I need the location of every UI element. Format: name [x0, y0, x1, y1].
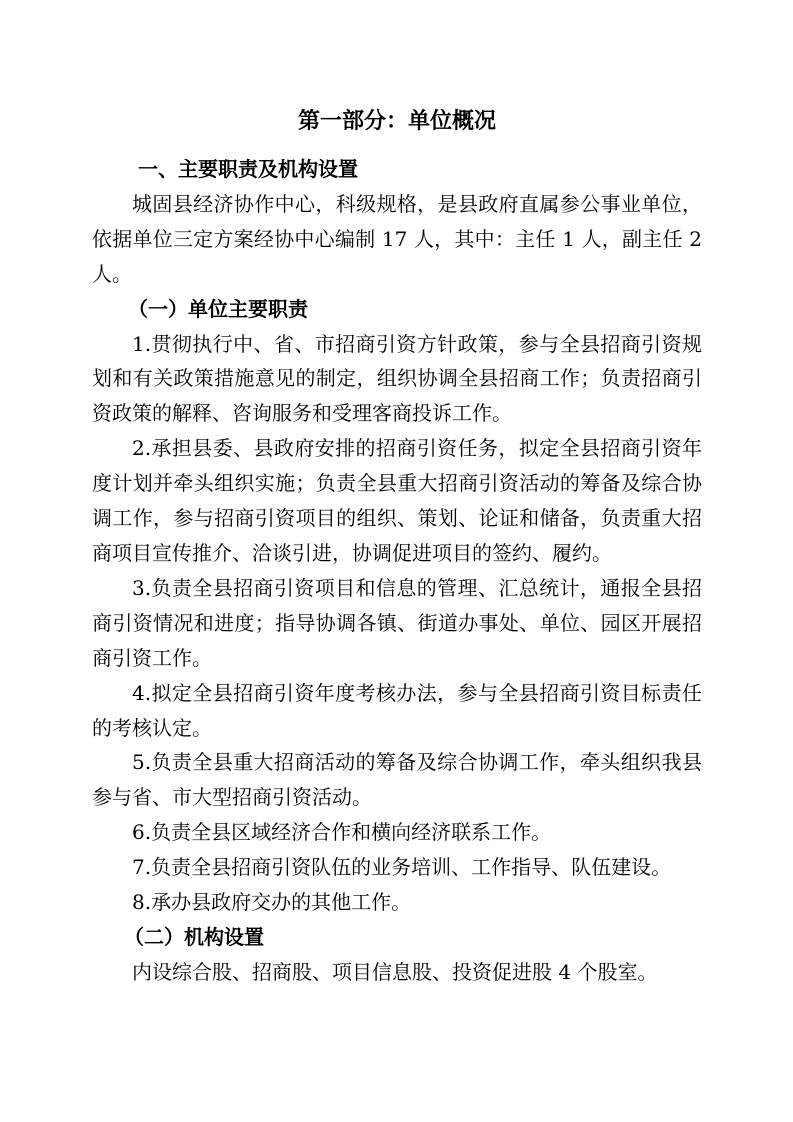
document-page: [92, 0, 702, 1122]
duty-item-2: 2.承担县委、县政府安排的招商引资任务，拟定全县招商引资年度计划并牵头组织实施；负责全县重大招商引资活动的筹备及综合协调工作，参与招商引资项目的组织、策划、论证和储备，负责重大招商项目宣传推介、洽谈引进，协调促进项目的签约、履约。: [92, 436, 702, 565]
section-heading-duties-and-structure: 一、主要职责及机构设置: [138, 157, 358, 181]
document-body: [92, 152, 702, 990]
duty-item-8: 8.承办县政府交办的其他工作。: [132, 890, 412, 915]
duty-item-6: 6.负责全县区域经济合作和横向经济联系工作。: [132, 820, 552, 845]
page-title: 第一部分：单位概况: [297, 109, 496, 134]
duty-item-5: 5.负责全县重大招商活动的筹备及综合协调工作，牵头组织我县参与省、市大型招商引资活动。: [92, 750, 702, 810]
intro-paragraph: 城固县经济协作中心，科级规格，是县政府直属参公事业单位，依据单位三定方案经协中心编制 17 人，其中：主任 1 人，副主任 2 人。: [92, 191, 702, 286]
duty-item-3: 3.负责全县招商引资项目和信息的管理、汇总统计，通报全县招商引资情况和进度；指导协调各镇、街道办事处、单位、园区开展招商引资工作。: [92, 575, 702, 670]
duty-item-7: 7.负责全县招商引资队伍的业务培训、工作指导、队伍建设。: [132, 855, 672, 880]
duty-item-4: 4.拟定全县招商引资年度考核办法，参与全县招商引资目标责任的考核认定。: [92, 680, 702, 740]
org-structure-paragraph: 内设综合股、招商股、项目信息股、投资促进股 4 个股室。: [132, 959, 658, 984]
subsection-heading-main-duties: （一）单位主要职责: [128, 296, 308, 321]
duty-item-1: 1.贯彻执行中、省、市招商引资方针政策，参与全县招商引资规划和有关政策措施意见的制定，组织协调全县招商工作；负责招商引资政策的解释、咨询服务和受理客商投诉工作。: [92, 331, 702, 426]
subsection-heading-org-structure: （二）机构设置: [124, 924, 264, 949]
